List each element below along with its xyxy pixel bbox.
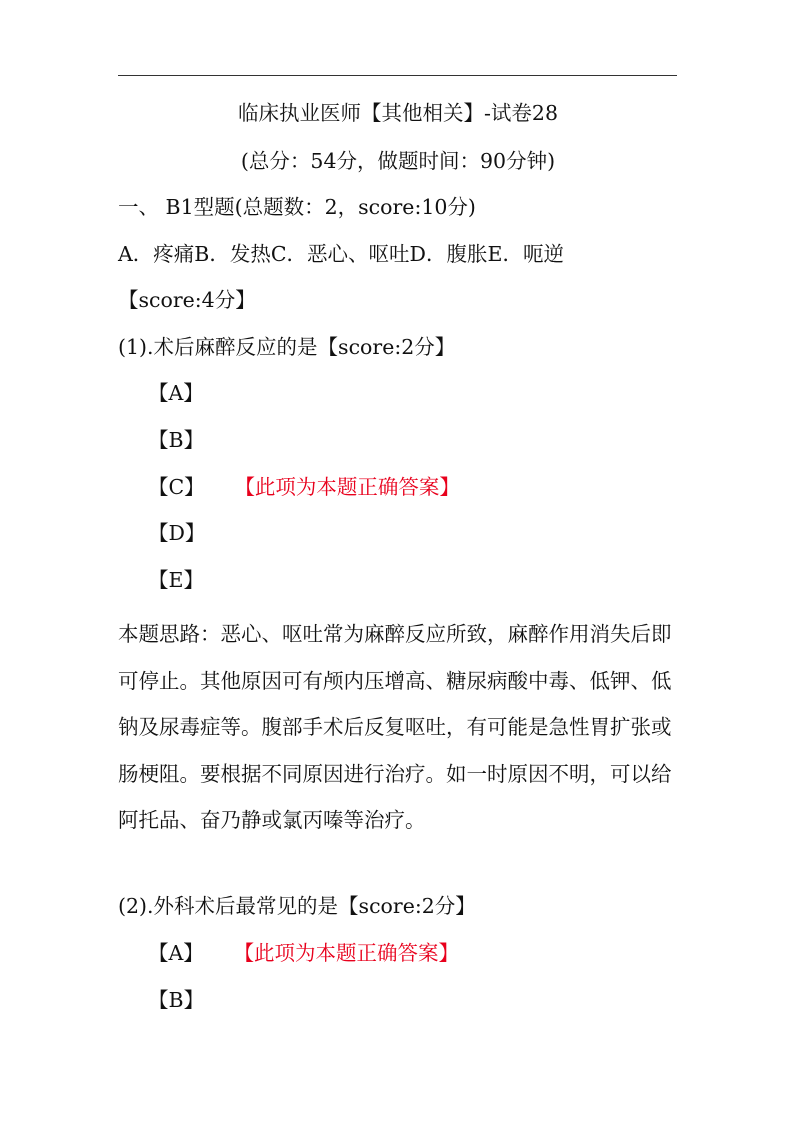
q1-option-d: 【D】 bbox=[148, 521, 206, 545]
q1-option-c bbox=[148, 472, 708, 502]
page-title: 临床执业医师【其他相关】-试卷28 bbox=[237, 101, 558, 125]
group-score: 【score:4分】 bbox=[118, 288, 256, 312]
question-2-stem: (2).外科术后最常见的是【score:2分】 bbox=[118, 894, 476, 918]
q2-option-b: 【B】 bbox=[148, 988, 205, 1012]
correct-answer-mark: 【此项为本题正确答案】 bbox=[244, 475, 460, 499]
q1-option-a: 【A】 bbox=[148, 381, 204, 405]
question-1-stem: (1).术后麻醉反应的是【score:2分】 bbox=[118, 335, 456, 359]
exam-meta: (总分：54分，做题时间：90分钟) bbox=[240, 149, 556, 173]
q1-option-b: 【B】 bbox=[148, 428, 205, 452]
option-label: 【A】 bbox=[148, 941, 204, 965]
correct-answer-mark: 【此项为本题正确答案】 bbox=[243, 941, 460, 965]
shared-options: A．疼痛B．发热C．恶心、呕吐D．腹胀E．呃逆 bbox=[118, 242, 564, 266]
section-heading: 一、 B1型题(总题数：2，score:10分) bbox=[118, 195, 476, 219]
q2-option-a bbox=[148, 938, 708, 968]
q1-explanation: 本题思路：恶心、呕吐常为麻醉反应所致，麻醉作用消失后即可停止。其他原因可有颅内压增高、糖尿病酸中毒、低钾、低钠及尿毒症等。腹部手术后反复呕吐，有可能是急性胃扩张或肠梗阻。要根据不同原因进行治疗。如一时原因不明，可以给阿托品、奋乃静或氯丙嗪等治疗。 bbox=[118, 622, 672, 832]
option-label: 【C】 bbox=[148, 475, 205, 499]
header-rule bbox=[118, 75, 677, 76]
q1-option-e: 【E】 bbox=[148, 568, 204, 592]
